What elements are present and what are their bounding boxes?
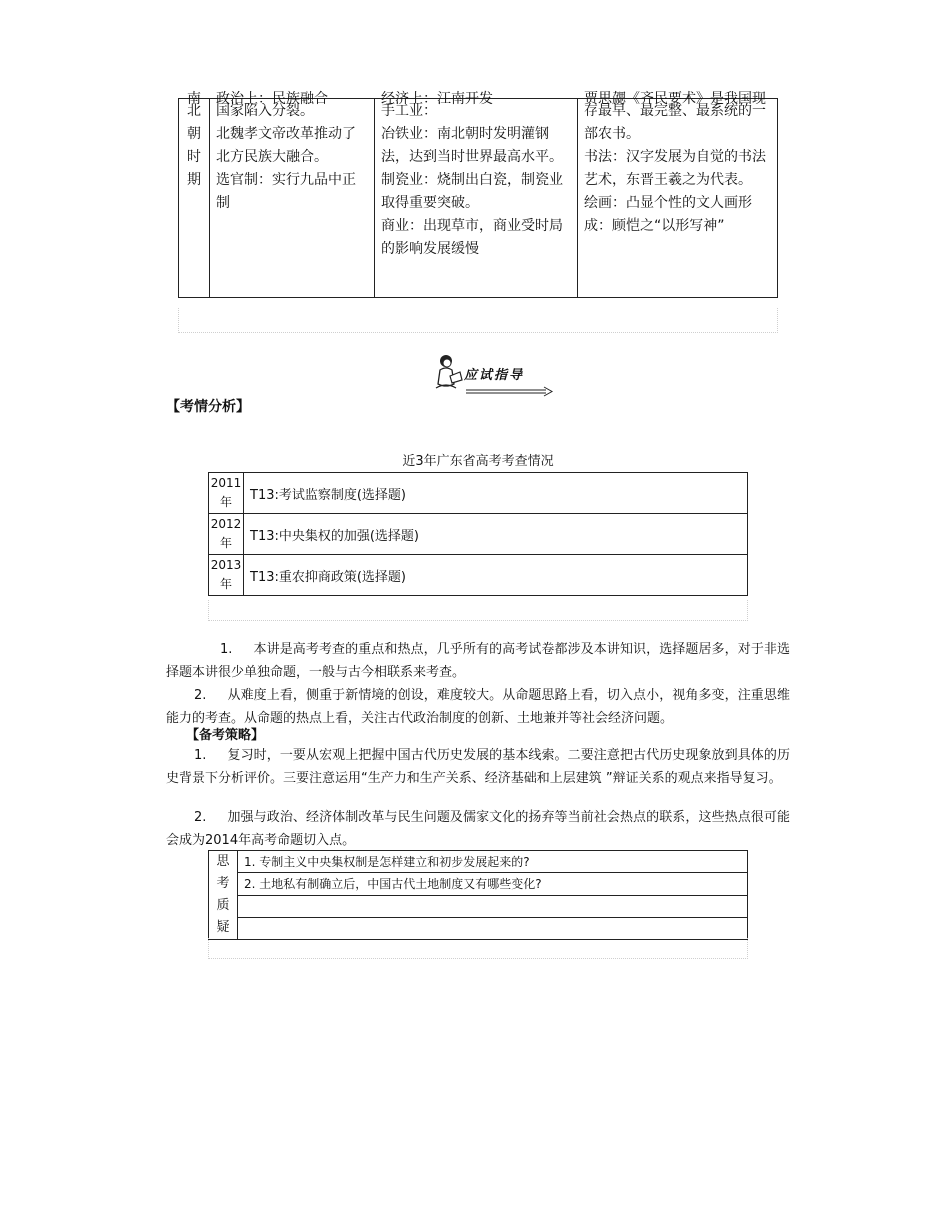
table-row	[179, 99, 778, 298]
exam-history-table	[208, 472, 748, 596]
table-row	[209, 873, 748, 895]
paragraph-number: 2.	[194, 810, 207, 825]
year-cell	[209, 514, 244, 555]
year-unit: 年	[219, 577, 232, 591]
history-summary-table-fragment	[178, 91, 778, 308]
table-continuation-border	[208, 938, 748, 959]
label-char: 质	[216, 898, 230, 913]
year-cell	[209, 473, 244, 514]
table-continuation-border	[178, 308, 778, 333]
year-cell	[209, 555, 244, 596]
paragraph-number: 2.	[194, 688, 207, 703]
strategy-paragraph-2	[166, 806, 790, 852]
economy-line: 冶铁业：南北朝时发明灌钢法，达到当时世界最高水平。	[381, 126, 563, 165]
exam-table-caption: 近3年广东省高考考查情况	[402, 454, 554, 469]
table-row	[209, 895, 748, 917]
question-cell-empty	[238, 917, 748, 939]
culture-cell	[578, 91, 778, 298]
cut-off-text: 贾思勰《齐民要术》是我国现	[584, 91, 766, 107]
exam-guide-banner	[432, 352, 554, 396]
history-summary-table	[178, 91, 778, 298]
think-question-label	[209, 851, 238, 940]
table-row	[209, 917, 748, 939]
think-question-table	[208, 850, 748, 940]
paragraph-number: 1.	[194, 748, 207, 763]
analysis-paragraph-1	[166, 638, 790, 684]
exam-topic-cell: T13:中央集权的加强(选择题)	[244, 514, 748, 555]
strategy-paragraph-1	[166, 744, 790, 790]
question-cell: 2. 土地私有制确立后，中国古代土地制度又有哪些变化?	[238, 873, 748, 895]
politics-line: 国家陷入分裂。	[216, 103, 314, 119]
period-char: 北	[187, 103, 201, 119]
culture-line: 绘画：凸显个性的文人画形成：顾恺之“以形写神”	[584, 195, 752, 234]
economy-line: 制瓷业：烧制出白瓷，制瓷业取得重要突破。	[381, 172, 563, 211]
table-row	[209, 514, 748, 555]
paragraph-text: 从难度上看，侧重于新情境的创设，难度较大。从命题思路上看，切入点小，视角多变，注重思维能力的考查。从命题的热点上看，关注古代政治制度的创新、土地兼并等社会经济问题。	[166, 688, 790, 726]
politics-line: 选官制：实行九品中正制	[216, 172, 356, 211]
period-char: 朝	[187, 126, 201, 142]
label-char: 考	[216, 876, 230, 891]
label-char: 疑	[216, 920, 230, 935]
section-title-strategy: 【备考策略】	[186, 728, 265, 743]
table-continuation-border	[208, 600, 748, 621]
table-row	[209, 851, 748, 873]
question-cell: 1. 专制主义中央集权制是怎样建立和初步发展起来的?	[238, 851, 748, 873]
cut-off-text: 经济上：江南开发	[381, 91, 493, 107]
period-char: 期	[187, 172, 201, 188]
paragraph-text: 本讲是高考考查的重点和热点，几乎所有的高考试卷都涉及本讲知识，选择题居多，对于非选择题本讲很少单独命题，一般与古今相联系来考查。	[166, 642, 790, 680]
economy-line: 商业：出现草市，商业受时局的影响发展缓慢	[381, 218, 563, 257]
culture-line: 存最早、最完整、最系统的一部农书。	[584, 103, 766, 142]
year-value: 2012	[210, 517, 242, 531]
period-char: 时	[187, 149, 201, 165]
cut-off-text: 政治上：民族融合	[216, 91, 328, 107]
table-row	[209, 473, 748, 514]
politics-cell	[210, 91, 375, 298]
section-title-exam-analysis: 【考情分析】	[166, 399, 250, 415]
paragraph-text: 复习时，一要从宏观上把握中国古代历史发展的基本线索。二要注意把古代历史现象放到具体的历史背景下分析评价。三要注意运用“生产力和生产关系、经济基础和上层建筑 ”辩证关系的观点来指导复习。	[166, 748, 790, 786]
year-unit: 年	[219, 536, 232, 550]
culture-line: 书法：汉字发展为自觉的书法艺术，东晋王羲之为代表。	[584, 149, 766, 188]
cut-off-text: 南	[187, 91, 201, 107]
politics-line: 北魏孝文帝改革推动了北方民族大融合。	[216, 126, 356, 165]
exam-topic-cell: T13:重农抑商政策(选择题)	[244, 555, 748, 596]
economy-cell	[375, 91, 578, 298]
economy-line: 手工业：	[381, 103, 437, 119]
year-unit: 年	[219, 495, 232, 509]
banner-label: 应试指导	[464, 368, 525, 383]
exam-topic-cell: T13:考试监察制度(选择题)	[244, 473, 748, 514]
table-row	[209, 555, 748, 596]
paragraph-number: 1.	[220, 642, 233, 657]
label-char: 思	[216, 854, 230, 869]
period-cell	[179, 91, 210, 298]
paragraph-text: 加强与政治、经济体制改革与民生问题及儒家文化的扬弃等当前社会热点的联系，这些热点很可能会成为2014年高考命题切入点。	[166, 810, 790, 848]
question-cell-empty	[238, 895, 748, 917]
year-value: 2011	[210, 476, 242, 490]
year-value: 2013	[210, 558, 242, 572]
